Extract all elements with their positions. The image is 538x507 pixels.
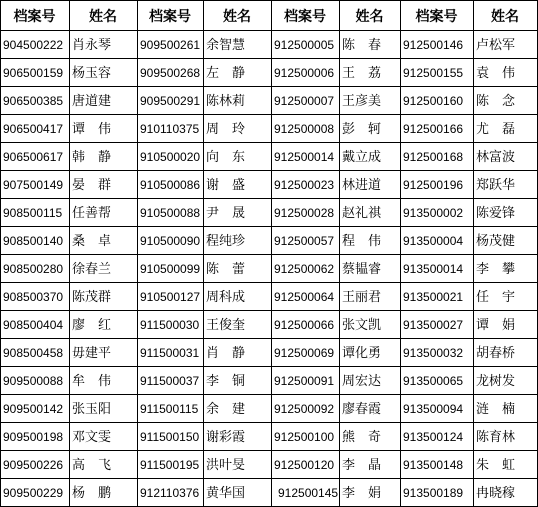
name-cell: 谢彩霞	[206, 430, 246, 445]
name-cell: 向 东	[206, 150, 246, 165]
name-cell: 周 玲	[206, 122, 246, 137]
name-cell: 程 伟	[342, 234, 382, 249]
archive-number-cell: 912110376	[140, 486, 200, 500]
name-cell: 陈育林	[476, 430, 516, 445]
archive-number-cell: 912500006	[274, 66, 335, 80]
name-cell: 杨玉容	[72, 66, 112, 81]
archive-number-cell: 909500088	[3, 374, 64, 388]
table-row	[3, 121, 515, 137]
archive-number-cell: 913500002	[403, 206, 464, 220]
name-cell: 尹 晟	[206, 206, 246, 221]
name-cell: 晏 群	[72, 178, 112, 193]
archive-number-cell: 906500159	[3, 66, 64, 80]
name-cell: 肖永琴	[72, 38, 112, 53]
name-cell: 熊 奇	[342, 430, 382, 445]
archive-number-cell: 912500014	[274, 150, 335, 164]
name-cell: 谭 娟	[476, 318, 516, 333]
archive-number-cell: 906500617	[3, 150, 64, 164]
name-cell: 肖 静	[206, 346, 246, 361]
table-row	[3, 429, 515, 445]
archive-number-cell: 912500005	[274, 38, 335, 52]
header-name: 姓名	[223, 9, 251, 25]
archive-number-cell: 909500261	[140, 38, 201, 52]
archive-number-cell: 912500166	[403, 122, 464, 136]
archive-number-cell: 909500198	[3, 430, 64, 444]
name-cell: 尤 磊	[476, 122, 516, 137]
archive-number-cell: 909500291	[140, 94, 201, 108]
name-cell: 唐道建	[72, 94, 112, 109]
name-cell: 陈 蕾	[206, 262, 246, 277]
name-cell: 张玉阳	[72, 402, 112, 417]
name-cell: 卢松军	[476, 38, 516, 53]
archive-number-cell: 909500229	[3, 486, 64, 500]
name-cell: 王 荔	[342, 66, 382, 81]
name-cell: 任 宇	[476, 290, 516, 305]
table-row	[3, 205, 515, 221]
header-archive-number: 档案号	[149, 9, 191, 25]
archive-number-cell: 913500032	[403, 346, 464, 360]
archive-number-cell: 913500124	[403, 430, 464, 444]
name-cell: 牟 伟	[72, 374, 112, 389]
name-cell: 桑 卓	[72, 234, 112, 249]
name-cell: 王俊奎	[206, 318, 246, 333]
archive-number-cell: 908500370	[3, 290, 64, 304]
name-cell: 杨 鹏	[72, 486, 112, 501]
archive-number-cell: 910110375	[140, 122, 200, 136]
archive-number-cell: 910500088	[140, 206, 201, 220]
name-cell: 周科成	[206, 290, 246, 305]
table-row	[3, 149, 515, 165]
table-row	[3, 457, 515, 473]
name-cell: 韩 静	[72, 150, 112, 165]
name-cell: 谢 盛	[206, 178, 246, 193]
name-cell: 戴立成	[342, 150, 382, 165]
archive-number-cell: 904500222	[3, 38, 64, 52]
name-cell: 谭化勇	[342, 346, 382, 361]
archive-number-cell: 910500099	[140, 262, 201, 276]
name-cell: 陈 春	[342, 38, 382, 53]
archive-number-cell: 912500023	[274, 178, 335, 192]
header-name: 姓名	[89, 9, 117, 25]
name-cell: 廖 红	[72, 318, 112, 333]
table-row	[3, 261, 515, 277]
archive-number-cell: 911500150	[140, 430, 200, 444]
archive-number-cell: 908500140	[3, 234, 64, 248]
archive-number-cell: 912500160	[403, 94, 464, 108]
name-cell: 李 晶	[342, 458, 382, 473]
name-cell: 廖春霞	[342, 402, 382, 417]
archive-number-cell: 908500404	[3, 318, 64, 332]
name-cell: 王丽君	[342, 290, 382, 305]
archive-number-cell: 912500196	[403, 178, 464, 192]
archive-number-cell: 912500146	[403, 38, 464, 52]
name-cell: 林进道	[342, 178, 382, 193]
archive-number-cell: 913500065	[403, 374, 464, 388]
header-name: 姓名	[355, 9, 384, 25]
archive-number-cell: 906500417	[3, 122, 64, 136]
name-cell: 李 攀	[476, 262, 516, 277]
name-cell: 李 铜	[206, 374, 246, 389]
table-row	[3, 373, 515, 389]
name-cell: 谭 伟	[72, 122, 112, 137]
name-cell: 陈茂群	[72, 290, 112, 305]
archive-number-cell: 913500027	[403, 318, 464, 332]
name-cell: 赵礼祺	[342, 206, 382, 221]
name-cell: 朱 虹	[476, 458, 516, 473]
archive-number-cell: 913500148	[403, 458, 464, 472]
table-row	[3, 37, 515, 53]
archive-number-cell: 913500004	[403, 234, 464, 248]
archive-number-cell: 913500094	[403, 402, 464, 416]
archive-number-cell: 908500458	[3, 346, 64, 360]
header-archive-number: 档案号	[284, 9, 326, 25]
archive-number-cell: 912500120	[274, 458, 335, 472]
archive-number-cell: 912500092	[274, 402, 335, 416]
name-cell: 陈林莉	[206, 94, 246, 109]
archive-number-cell: 912500145	[278, 486, 339, 500]
archive-number-cell: 910500127	[140, 290, 201, 304]
archive-number-cell: 913500189	[403, 486, 464, 500]
archive-number-cell: 912500028	[274, 206, 335, 220]
header-archive-number: 档案号	[415, 9, 458, 25]
name-cell: 洪叶旻	[206, 458, 246, 473]
table-row	[3, 177, 515, 193]
archive-number-cell: 909500226	[3, 458, 64, 472]
table-row	[3, 233, 515, 249]
name-cell: 王彦美	[342, 94, 382, 109]
archive-number-cell: 910500090	[140, 234, 201, 248]
name-cell: 陈 念	[476, 94, 516, 109]
name-cell: 高 飞	[72, 458, 112, 473]
archive-number-cell: 913500021	[403, 290, 464, 304]
name-cell: 张文凯	[342, 318, 382, 333]
archive-number-cell: 911500037	[140, 374, 200, 388]
archive-number-cell: 912500008	[274, 122, 335, 136]
name-cell: 杨茂健	[476, 234, 516, 249]
name-cell: 陈爱锋	[476, 206, 516, 221]
table-row	[3, 401, 515, 417]
name-cell: 邓文雯	[72, 430, 112, 445]
archive-number-cell: 907500149	[3, 178, 64, 192]
archive-number-cell: 912500091	[274, 374, 335, 388]
table-row	[3, 93, 516, 109]
name-cell: 涟 楠	[476, 402, 516, 417]
archive-number-cell: 912500057	[274, 234, 335, 248]
name-cell: 余智慧	[206, 38, 246, 53]
archive-number-cell: 912500062	[274, 262, 335, 276]
archive-number-cell: 909500268	[140, 66, 201, 80]
name-cell: 龙树发	[476, 374, 516, 389]
name-cell: 毋建平	[72, 346, 112, 361]
archive-number-cell: 909500142	[3, 402, 64, 416]
archive-number-cell: 908500115	[3, 206, 63, 220]
archive-number-cell: 912500155	[403, 66, 464, 80]
header-archive-number: 档案号	[13, 9, 56, 25]
table-row	[3, 485, 515, 501]
archive-number-cell: 910500020	[140, 150, 201, 164]
archive-number-cell: 911500031	[140, 346, 200, 360]
archive-number-cell: 912500069	[274, 346, 335, 360]
name-cell: 黄华国	[206, 486, 246, 501]
name-cell: 冉晓稼	[476, 486, 516, 501]
archive-number-cell: 910500086	[140, 178, 201, 192]
name-cell: 袁 伟	[476, 66, 516, 81]
name-cell: 彭 轲	[342, 122, 382, 137]
name-cell: 胡春桥	[476, 346, 516, 361]
name-cell: 周宏达	[342, 374, 382, 389]
name-cell: 任善帮	[72, 206, 112, 221]
name-cell: 李 娟	[342, 486, 382, 501]
archive-number-cell: 912500100	[274, 430, 335, 444]
name-cell: 郑跃华	[476, 178, 516, 193]
table-row	[3, 317, 515, 333]
archive-number-cell: 912500168	[403, 150, 464, 164]
table-row	[3, 289, 515, 305]
archive-number-cell: 906500385	[3, 94, 64, 108]
archive-number-cell: 912500066	[274, 318, 335, 332]
name-cell: 蔡韫睿	[342, 262, 382, 277]
table-row	[3, 65, 515, 81]
table-row	[3, 345, 515, 361]
name-cell: 程纯珍	[206, 234, 246, 249]
archive-number-cell: 908500280	[3, 262, 64, 276]
name-cell: 林富波	[476, 150, 516, 165]
archive-number-cell: 913500014	[403, 262, 464, 276]
archive-number-cell: 912500064	[274, 290, 335, 304]
name-cell: 徐春兰	[72, 262, 112, 277]
name-cell: 左 静	[206, 66, 246, 81]
archive-number-cell: 911500115	[140, 402, 199, 416]
name-cell: 余 建	[206, 402, 246, 417]
archive-number-cell: 911500195	[140, 458, 200, 472]
archive-number-cell: 911500030	[140, 318, 200, 332]
header-name: 姓名	[491, 9, 519, 25]
archive-number-cell: 912500007	[274, 94, 335, 108]
